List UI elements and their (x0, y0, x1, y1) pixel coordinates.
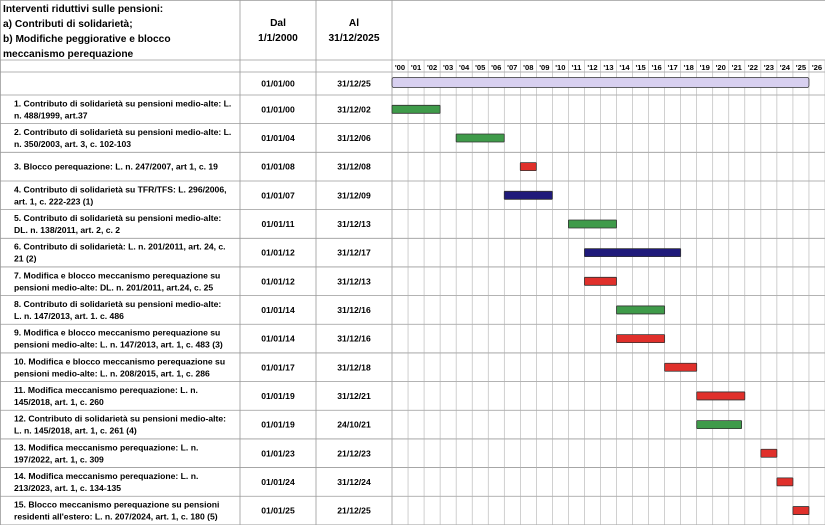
row-1-bar (392, 105, 440, 113)
row-10-label-line-2: pensioni medio-alte: L. n. 208/2015, art. 1, c. 286 (14, 368, 210, 379)
row-13-to-date: 21/12/23 (337, 448, 371, 459)
row-13-label-line-1: 13. Modifica meccanismo perequazione: L. n. (14, 442, 199, 453)
row-7-label-line-2: pensioni medio-alte: DL. n. 201/2011, art.24, c. 25 (14, 282, 214, 293)
row-11-label-line-2: 145/2018, art. 1, c. 260 (14, 396, 104, 407)
row-14-to-date: 31/12/24 (337, 476, 371, 487)
row-2-label-line-1: 2. Contributo di solidarietà su pensioni medio-alte: L. (14, 126, 232, 137)
row-3-from-date: 01/01/08 (261, 161, 295, 172)
row-9-label-line-1: 9. Modifica e blocco meccanismo perequazione su (14, 327, 221, 338)
year-tick-label-2: '02 (426, 63, 438, 72)
row-14-label-line-2: 213/2023, art. 1, c. 134-135 (14, 482, 122, 493)
year-tick-label-22: '22 (747, 63, 758, 72)
row-8-bar (617, 306, 665, 314)
row-5-label-line-2: DL. n. 138/2011, art. 2, c. 2 (14, 224, 121, 235)
row-5-from-date: 01/01/11 (261, 218, 295, 229)
year-tick-label-8: '08 (523, 63, 534, 72)
row-10-to-date: 31/12/18 (337, 362, 371, 373)
header-title-line-1: Interventi riduttivi sulle pensioni: (3, 4, 164, 15)
row-1-to-date: 31/12/02 (337, 104, 371, 115)
row-14-bar (777, 478, 793, 486)
year-tick-label-20: '20 (715, 63, 726, 72)
row-12-to-date: 24/10/21 (337, 419, 371, 430)
row-11-bar (697, 392, 745, 400)
year-tick-label-24: '24 (779, 63, 791, 72)
row-4-label-line-2: art. 1, c. 222-223 (1) (14, 196, 94, 207)
row-4-label-line-1: 4. Contributo di solidarietà su TFR/TFS: L. 296/2006, (14, 184, 227, 195)
row-4-bar (504, 191, 552, 199)
row-13-bar (761, 449, 777, 457)
row-11-to-date: 31/12/21 (337, 390, 371, 401)
row-12-label-line-2: L. n. 145/2018, art. 1, c. 261 (4) (14, 425, 137, 436)
row-4-to-date: 31/12/09 (337, 190, 371, 201)
year-tick-label-10: '10 (555, 63, 566, 72)
header-from-label-1: Dal (270, 18, 286, 29)
row-5-bar (568, 220, 616, 228)
row-15-label-line-2: residenti all'estero: L. n. 207/2024, art. 1, c. 180 (5) (14, 511, 218, 522)
row-5-label-line-1: 5. Contributo di solidarietà su pensioni medio-alte: (14, 212, 222, 223)
row-8-from-date: 01/01/14 (261, 304, 295, 315)
year-tick-label-3: '03 (442, 63, 454, 72)
year-tick-label-25: '25 (795, 63, 807, 72)
row-15-label-line-1: 15. Blocco meccanismo perequazione su pensioni (14, 499, 220, 510)
year-tick-label-18: '18 (683, 63, 694, 72)
year-tick-label-23: '23 (763, 63, 775, 72)
row-1-label-line-2: n. 488/1999, art.37 (14, 110, 88, 121)
row-3-label-line-1: 3. Blocco perequazione: L. n. 247/2007, art 1, c. 19 (14, 161, 218, 172)
row-7-label-line-1: 7. Modifica e blocco meccanismo perequazione su (14, 270, 221, 281)
row-8-label-line-2: L. n. 147/2013, art. 1. c. 486 (14, 310, 124, 321)
row-15-from-date: 01/01/25 (261, 505, 295, 516)
year-tick-label-19: '19 (699, 63, 710, 72)
row-3-to-date: 31/12/08 (337, 161, 371, 172)
row-13-from-date: 01/01/23 (261, 448, 295, 459)
row-12-bar (697, 421, 742, 429)
year-tick-label-7: '07 (507, 63, 518, 72)
row-9-label-line-2: pensioni medio-alte: L. n. 147/2013, art. 1, c. 483 (3) (14, 339, 223, 350)
header-to-label-2: 31/12/2025 (328, 33, 380, 44)
row-10-label-line-1: 10. Modifica e blocco meccanismo perequazione su (14, 356, 226, 367)
year-tick-label-16: '16 (651, 63, 662, 72)
row-14-label-line-1: 14. Modifica meccanismo perequazione: L. n. (14, 470, 199, 481)
row-1-label-line-1: 1. Contributo di solidarietà su pensioni medio-alte: L. (14, 98, 232, 109)
row-7-to-date: 31/12/13 (337, 276, 371, 287)
row-2-to-date: 31/12/06 (337, 132, 371, 143)
row-11-from-date: 01/01/19 (261, 390, 295, 401)
row-7-from-date: 01/01/12 (261, 276, 295, 287)
year-tick-label-11: '11 (571, 63, 582, 72)
row-8-label-line-1: 8. Contributo di solidarietà su pensioni medio-alte: (14, 298, 222, 309)
year-tick-label-17: '17 (667, 63, 678, 72)
row-4-from-date: 01/01/07 (261, 190, 295, 201)
row-0-bar (392, 78, 809, 88)
row-7-bar (584, 277, 616, 285)
row-1-from-date: 01/01/00 (261, 104, 295, 115)
row-15-to-date: 21/12/25 (337, 505, 371, 516)
row-2-label-line-2: n. 350/2003, art. 3, c. 102-103 (14, 138, 132, 149)
row-11-label-line-1: 11. Modifica meccanismo perequazione: L. n. (14, 384, 198, 395)
year-tick-label-13: '13 (603, 63, 614, 72)
header-title-line-4: meccanismo perequazione (3, 49, 134, 60)
year-tick-label-15: '15 (635, 63, 646, 72)
year-tick-label-0: '00 (394, 63, 406, 72)
row-0-from-date: 01/01/00 (261, 78, 295, 89)
year-tick-label-21: '21 (731, 63, 742, 72)
year-tick-label-12: '12 (587, 63, 598, 72)
row-13-label-line-2: 197/2022, art. 1, c. 309 (14, 454, 104, 465)
year-tick-label-4: '04 (459, 63, 470, 72)
row-10-bar (665, 363, 697, 371)
row-6-from-date: 01/01/12 (261, 247, 295, 258)
row-6-bar (584, 249, 680, 257)
header-from-label-2: 1/1/2000 (258, 33, 298, 44)
year-tick-label-5: '05 (475, 63, 486, 72)
year-tick-label-26: '26 (811, 63, 823, 72)
year-tick-label-14: '14 (619, 63, 630, 72)
row-8-to-date: 31/12/16 (337, 304, 371, 315)
row-3-bar (520, 163, 536, 171)
row-9-to-date: 31/12/16 (337, 333, 371, 344)
row-9-from-date: 01/01/14 (261, 333, 295, 344)
row-2-from-date: 01/01/04 (261, 132, 295, 143)
header-title-line-2: a) Contributi di solidarietà; (3, 19, 133, 30)
row-9-bar (617, 335, 665, 343)
row-5-to-date: 31/12/13 (337, 218, 371, 229)
header-to-label-1: Al (348, 18, 360, 29)
row-15-bar (793, 507, 809, 515)
year-tick-label-1: '01 (410, 63, 422, 72)
row-6-label-line-1: 6. Contributo di solidarietà: L. n. 201/2011, art. 24, c. (14, 241, 226, 252)
header-title-line-3: b) Modifiche peggiorative e blocco (3, 34, 171, 45)
row-12-label-line-1: 12. Contributo di solidarietà su pensioni medio-alte: (14, 413, 227, 424)
row-6-label-line-2: 21 (2) (14, 253, 37, 264)
row-6-to-date: 31/12/17 (337, 247, 371, 258)
row-12-from-date: 01/01/19 (261, 419, 295, 430)
year-tick-label-6: '06 (491, 63, 502, 72)
row-2-bar (456, 134, 504, 142)
year-tick-label-9: '09 (539, 63, 550, 72)
row-14-from-date: 01/01/24 (261, 476, 295, 487)
row-0-to-date: 31/12/25 (337, 78, 371, 89)
row-10-from-date: 01/01/17 (261, 362, 295, 373)
